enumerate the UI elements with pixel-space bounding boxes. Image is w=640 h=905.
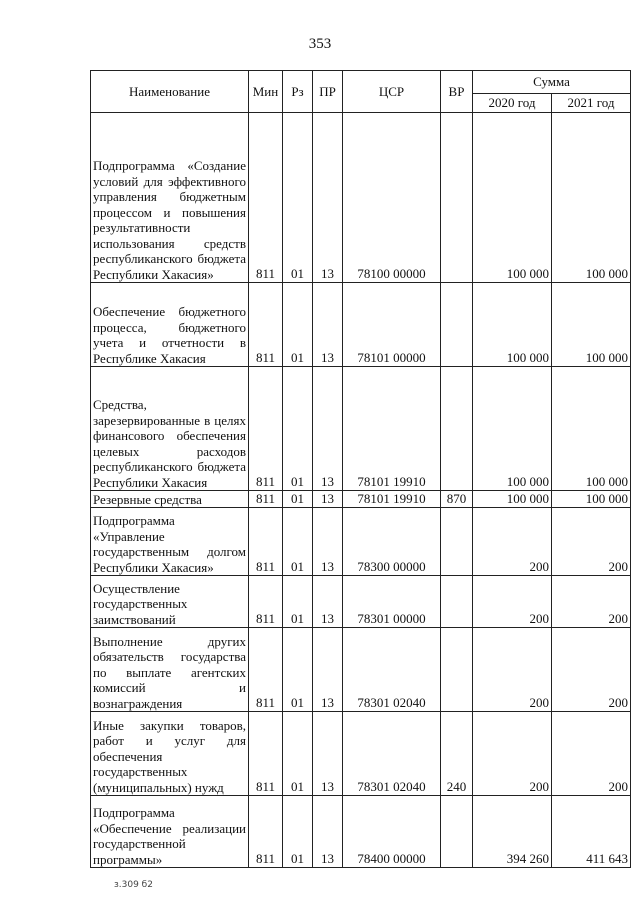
row-min-cell: 811 <box>249 367 283 491</box>
row-min-cell: 811 <box>249 283 283 367</box>
row-pr-cell: 13 <box>313 628 343 712</box>
row-pr-cell: 13 <box>313 508 343 576</box>
row-min-cell: 811 <box>249 113 283 283</box>
row-vr-cell <box>441 508 473 576</box>
row-2021-cell: 100 000 <box>552 367 631 491</box>
row-2020-cell: 394 260 <box>473 796 552 868</box>
row-name-cell: Обеспечение бюджетного процесса, бюджетного учета и отчетности в Республике Хакасия <box>91 283 249 367</box>
row-rz-cell: 01 <box>283 367 313 491</box>
row-rz-cell: 01 <box>283 628 313 712</box>
row-csr-cell: 78400 00000 <box>343 796 441 868</box>
row-rz-cell: 01 <box>283 576 313 628</box>
table-row <box>91 796 631 868</box>
row-csr-cell: 78301 00000 <box>343 576 441 628</box>
row-pr-cell: 13 <box>313 712 343 796</box>
row-min-cell: 811 <box>249 712 283 796</box>
header-vr: ВР <box>441 71 473 113</box>
budget-table <box>90 70 631 868</box>
row-2021-cell: 200 <box>552 628 631 712</box>
row-2020-cell: 200 <box>473 712 552 796</box>
row-vr-cell: 240 <box>441 712 473 796</box>
table-body <box>91 113 631 868</box>
row-2021-cell: 100 000 <box>552 491 631 508</box>
row-rz-cell: 01 <box>283 712 313 796</box>
row-vr-cell <box>441 367 473 491</box>
row-rz-cell: 01 <box>283 283 313 367</box>
row-pr-cell: 13 <box>313 576 343 628</box>
row-csr-cell: 78100 00000 <box>343 113 441 283</box>
row-min-cell: 811 <box>249 796 283 868</box>
row-min-cell: 811 <box>249 508 283 576</box>
table-row <box>91 508 631 576</box>
header-rz: Рз <box>283 71 313 113</box>
header-pr: ПР <box>313 71 343 113</box>
row-csr-cell: 78101 00000 <box>343 283 441 367</box>
row-pr-cell: 13 <box>313 367 343 491</box>
row-name-cell: Средства, зарезервированные в целях финансового обеспечения целевых расходов республиканского бюджета Республики Хакасия <box>91 367 249 491</box>
row-2020-cell: 100 000 <box>473 367 552 491</box>
row-2020-cell: 200 <box>473 508 552 576</box>
header-year-2020: 2020 год <box>473 94 552 113</box>
table-row <box>91 113 631 283</box>
row-min-cell: 811 <box>249 576 283 628</box>
table-row <box>91 628 631 712</box>
row-name-cell: Подпрограмма «Управление государственным долгом Республики Хакасия» <box>91 508 249 576</box>
row-csr-cell: 78101 19910 <box>343 367 441 491</box>
table-row <box>91 367 631 491</box>
row-name-cell: Подпрограмма «Обеспечение реализации государственной программы» <box>91 796 249 868</box>
row-name-cell: Подпрограмма «Создание условий для эффективного управления бюджетным процессом и повышения результативности использования средств республиканского бюджета Республики Хакасия» <box>91 113 249 283</box>
row-csr-cell: 78300 00000 <box>343 508 441 576</box>
table-row <box>91 491 631 508</box>
row-name-cell: Резервные средства <box>91 491 249 508</box>
row-csr-cell: 78301 02040 <box>343 628 441 712</box>
row-2020-cell: 100 000 <box>473 113 552 283</box>
row-2021-cell: 411 643 <box>552 796 631 868</box>
footer-mark: з.309 б2 <box>114 880 153 890</box>
table-row <box>91 712 631 796</box>
row-name-cell: Осуществление государственных заимствований <box>91 576 249 628</box>
row-vr-cell: 870 <box>441 491 473 508</box>
row-rz-cell: 01 <box>283 508 313 576</box>
header-year-2021: 2021 год <box>552 94 631 113</box>
row-vr-cell <box>441 283 473 367</box>
row-2021-cell: 200 <box>552 508 631 576</box>
row-vr-cell <box>441 796 473 868</box>
row-2021-cell: 100 000 <box>552 283 631 367</box>
table-row <box>91 576 631 628</box>
row-rz-cell: 01 <box>283 113 313 283</box>
header-sum: Сумма <box>473 71 631 94</box>
table-row <box>91 283 631 367</box>
row-rz-cell: 01 <box>283 491 313 508</box>
row-2020-cell: 100 000 <box>473 283 552 367</box>
row-min-cell: 811 <box>249 628 283 712</box>
row-pr-cell: 13 <box>313 796 343 868</box>
header-csr: ЦСР <box>343 71 441 113</box>
row-min-cell: 811 <box>249 491 283 508</box>
header-name: Наименование <box>91 71 249 113</box>
row-csr-cell: 78301 02040 <box>343 712 441 796</box>
header-min: Мин <box>249 71 283 113</box>
row-2020-cell: 200 <box>473 576 552 628</box>
row-2020-cell: 100 000 <box>473 491 552 508</box>
row-2021-cell: 200 <box>552 712 631 796</box>
page-number: 353 <box>308 36 332 52</box>
row-2021-cell: 100 000 <box>552 113 631 283</box>
row-2021-cell: 200 <box>552 576 631 628</box>
row-pr-cell: 13 <box>313 113 343 283</box>
row-name-cell: Иные закупки товаров, работ и услуг для обеспечения государственных (муниципальных) нужд <box>91 712 249 796</box>
row-pr-cell: 13 <box>313 283 343 367</box>
row-2020-cell: 200 <box>473 628 552 712</box>
row-csr-cell: 78101 19910 <box>343 491 441 508</box>
row-name-cell: Выполнение других обязательств государства по выплате агентских комиссий и вознаграждения <box>91 628 249 712</box>
row-pr-cell: 13 <box>313 491 343 508</box>
row-vr-cell <box>441 113 473 283</box>
row-vr-cell <box>441 576 473 628</box>
row-vr-cell <box>441 628 473 712</box>
row-rz-cell: 01 <box>283 796 313 868</box>
